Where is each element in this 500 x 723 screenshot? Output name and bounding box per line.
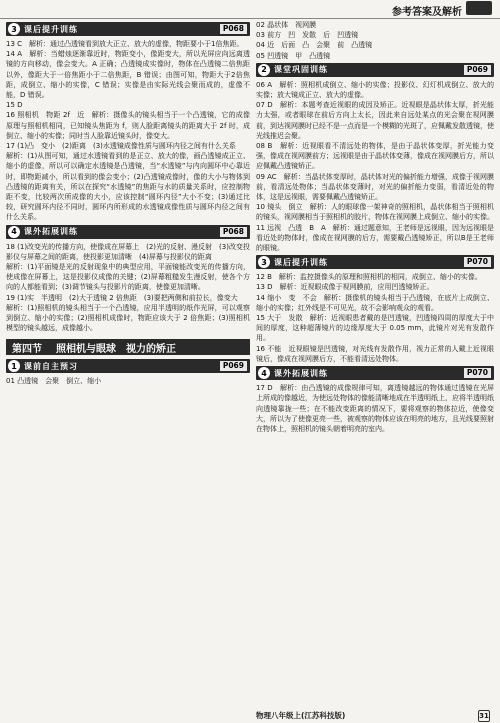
page-code: P070 <box>464 257 491 267</box>
answer-item: 解析：(1)平面镜是光的反射现象中的典型应用，平面镜能改变光的传播方向，使成像在屏幕上，这是投影仪成像的关键；(2)屏幕粗糙发生漫反射，使各个方向的人都能看到；(3)调节镜头与投影片的距离，使像更加清晰。 <box>6 263 250 292</box>
answer-item: 02 晶状体 视网膜 <box>256 21 317 29</box>
bar-number: 4 <box>258 367 270 379</box>
bar-title: 课外拓展训练 <box>24 227 78 237</box>
answer-item: 01 凸透镜 会聚 倒立、缩小 <box>6 377 102 386</box>
section-bar-extension <box>6 225 250 239</box>
answer-item: 13 C 解析：通过凸透镜看到放大正立、放大的虚像，物距要小于1倍焦距。 <box>6 40 244 48</box>
bar-title: 课前自主预习 <box>24 361 78 371</box>
bar-title: 课后提升训练 <box>24 24 78 34</box>
section-bar-after-class <box>6 22 250 36</box>
answer-item: 14 缩小 变 不会 解析：摄像机的镜头相当于凸透镜，在底片上成倒立、缩小的实像；红外线是不可见光，故不会影响观众的观看。 <box>256 293 494 312</box>
answer-item: 解析：(1)照相机的镜头相当于一个凸透镜，应用半透明的纸作光屏，可以观察到倒立、缩小的实像；(2)照相机成像时，物距应该大于 2 倍焦距；(3)照相机模型的镜头越远，成像越小。 <box>6 303 250 333</box>
bar-number: 1 <box>8 360 20 372</box>
page-number: 31 <box>479 712 489 720</box>
section-bar-after-class <box>256 255 494 269</box>
answer-item: 17 (1)凸 变小 (2)距离 (3)水透镜成像性质与圆环内径之间有什么关系 <box>6 142 236 151</box>
left-column <box>6 20 250 710</box>
answer-item: 16 照相机 物距 2f 近 解析：摄像头的镜头相当于一个凸透镜，它的成像原理与照相机相同，已知镜头焦距为 f，则人脸距离镜头的距离大于 2f 时，成倒立、缩小的实像；同时当人脸靠近镜头时，像变大。 <box>6 111 250 140</box>
answer-item: 15 D <box>6 101 23 110</box>
answer-item: 08 B 解析：近视眼看不清远处的物体，是由于晶状体变厚，折光能力变强，像成在视网膜前方；远视眼是由于晶状体变薄，像成在视网膜后方，所以应佩戴凸透镜矫正。 <box>256 142 494 171</box>
answer-item: 09 AC 解析：当晶状体变厚时，晶状体对光的偏折能力增强，成像于视网膜前，看清远处物体；当晶状体变薄时，对光的偏折能力变弱，看清近处的物体，这是远视眼，需要佩戴凸透镜矫正。 <box>256 172 494 202</box>
answer-item: 03 前方 凹 发散 后 凹透镜 <box>256 31 359 40</box>
section-bar-preview <box>6 359 250 373</box>
bar-title: 课后提升训练 <box>274 257 328 267</box>
book-logo-icon <box>466 1 492 15</box>
section-label: 第四节 <box>12 343 42 355</box>
bar-number: 3 <box>258 256 270 268</box>
answer-item: 06 A 解析：照相机成倒立、缩小的实像；投影仪、幻灯机成倒立、放大的实像；放大镜成正立、放大的虚像。 <box>256 80 494 100</box>
answer-item: 18 (1)改变光的传播方向，使像成在屏幕上 (2)光的反射、漫反射 (3)改变投影仪与屏幕之间的距离，使投影更加清晰 (4)屏幕与投影仪的距离 <box>6 242 250 261</box>
answer-item: 11 远视 凸透 B A 解析：通过题意知，王老师是远视眼，因为远视眼是看近处的物体时，像成在视网膜的后方，需要戴凸透镜矫正，所以B是王老师的眼镜。 <box>256 223 494 253</box>
answer-item: 07 D 解析：本题考查近视眼的成因及矫正。近视眼是晶状体太厚，折光能力太强，或者眼球在前后方向上太长，因此来自远处某点的光会聚在视网膜前，到达视网膜时已经不是一点而是一个模糊的光斑了，应佩戴发散透镜，使光线推迟会聚。 <box>256 101 494 140</box>
answer-item: 13 D 解析：近视眼成像于视网膜前，应用凹透镜矫正。 <box>256 283 434 292</box>
answer-item: 解析：(1)从图可知，通过水透镜看到的是正立、放大的像，画凸透镜成正立、缩小的虚像，所以可以确定水透镜是凸透镜，当“水透镜”与内向圆环中心靠近时，即物距减小，所以看到的像会变小；(2)凸透镜成像时，像的大小与物体到凸透镜的距离有关，所以在探究“水透镜”的焦距与水的质量关系时，应控制物距不变，比较两次所成像的大小，应该控制“圆环内径”大小不变；(3)通过比较，研究圆环内径不同时，圆环内所形成的水透镜成像性质与圆环内径之间有什么关系。 <box>6 152 250 222</box>
section-name: 照相机与眼球 视力的矫正 <box>56 343 176 355</box>
page-code: P069 <box>220 361 247 371</box>
answer-item: 19 (1)实 半透明 (2)大于透镜 2 倍焦距 (3)要把两侧和前拉长，像变大 <box>6 293 238 302</box>
answer-item: 17 D 解析：由凸透镜的成像规律可知，离透镜越远的物体通过透镜在光屏上所成的像越近，为使远处物体的像能清晰地成在半透明纸上，应将半透明纸向透镜靠拢一些；在不能改变距离的情况下，要将观察的物体拉近，使像变大，所以为了使像更亮一些，被观察的物体应该在明亮的地方，且光线要照射在物体上，照相机的镜头朝着明亮的室内。 <box>256 384 494 433</box>
answer-item: 15 大于 发散 解析：近视眼患者戴的是凹透镜，凹透镜四周的厚度大于中间的厚度，这种超薄镜片的边缘厚度大于 0.05 mm，此镜片对光有发散作用。 <box>256 314 494 343</box>
bar-number: 2 <box>258 64 270 76</box>
page-code: P068 <box>220 227 247 237</box>
section-bar-extension <box>256 366 494 380</box>
page-code: P070 <box>464 368 491 378</box>
answer-item: 12 B 解析：监控摄像头的原理和照相机的相同，成倒立、缩小的实像。 <box>256 273 482 282</box>
page-footer <box>256 710 494 722</box>
bar-title: 课外拓展训练 <box>274 368 328 378</box>
bar-number: 4 <box>8 226 20 238</box>
page-code: P069 <box>464 65 491 75</box>
answer-item: 04 近 后面 凸 会聚 前 凸透镜 <box>256 41 373 50</box>
chapter-section-title <box>6 339 250 355</box>
bar-title: 课堂巩固训练 <box>274 65 328 75</box>
page-header <box>0 0 500 19</box>
page-code: P068 <box>220 24 247 34</box>
section-bar-in-class <box>256 63 494 77</box>
header-title: 参考答案及解析 <box>392 7 462 18</box>
right-column <box>256 20 494 710</box>
answer-item: 10 镜头 倒立 解析：人的眼球像一架神奇的照相机，晶状体相当于照相机的镜头，视网膜相当于照相机的胶片，物体在视网膜上成倒立、缩小的实像。 <box>256 203 494 222</box>
bar-number: 3 <box>8 23 20 35</box>
answer-item: 16 不能 近视眼镜是凹透镜，对光线有发散作用，视力正常的人戴上近视眼镜后，像成在视网膜后方，不能看清远处物体。 <box>256 344 494 363</box>
book-title: 物理八年级上(江苏科技版) <box>256 711 346 720</box>
answer-item: 14 A 解析：当蜡烛逐渐靠近时，物距变小，像距变大，所以光屏应向远离透镜的方向移动，像会变大。A 正确；凸透镜成实像时，物体在凸透镜二倍焦距以外，像距大于一倍焦距小于二倍焦距，B 错误；由图可知，物距大于2倍焦距，成倒立、缩小的实像，C 错误；实像是由实际光线会聚而成的，虚像不能，D 错误。 <box>6 50 250 100</box>
answer-item: 05 凹透镜 甲 凸透镜 <box>256 51 331 60</box>
